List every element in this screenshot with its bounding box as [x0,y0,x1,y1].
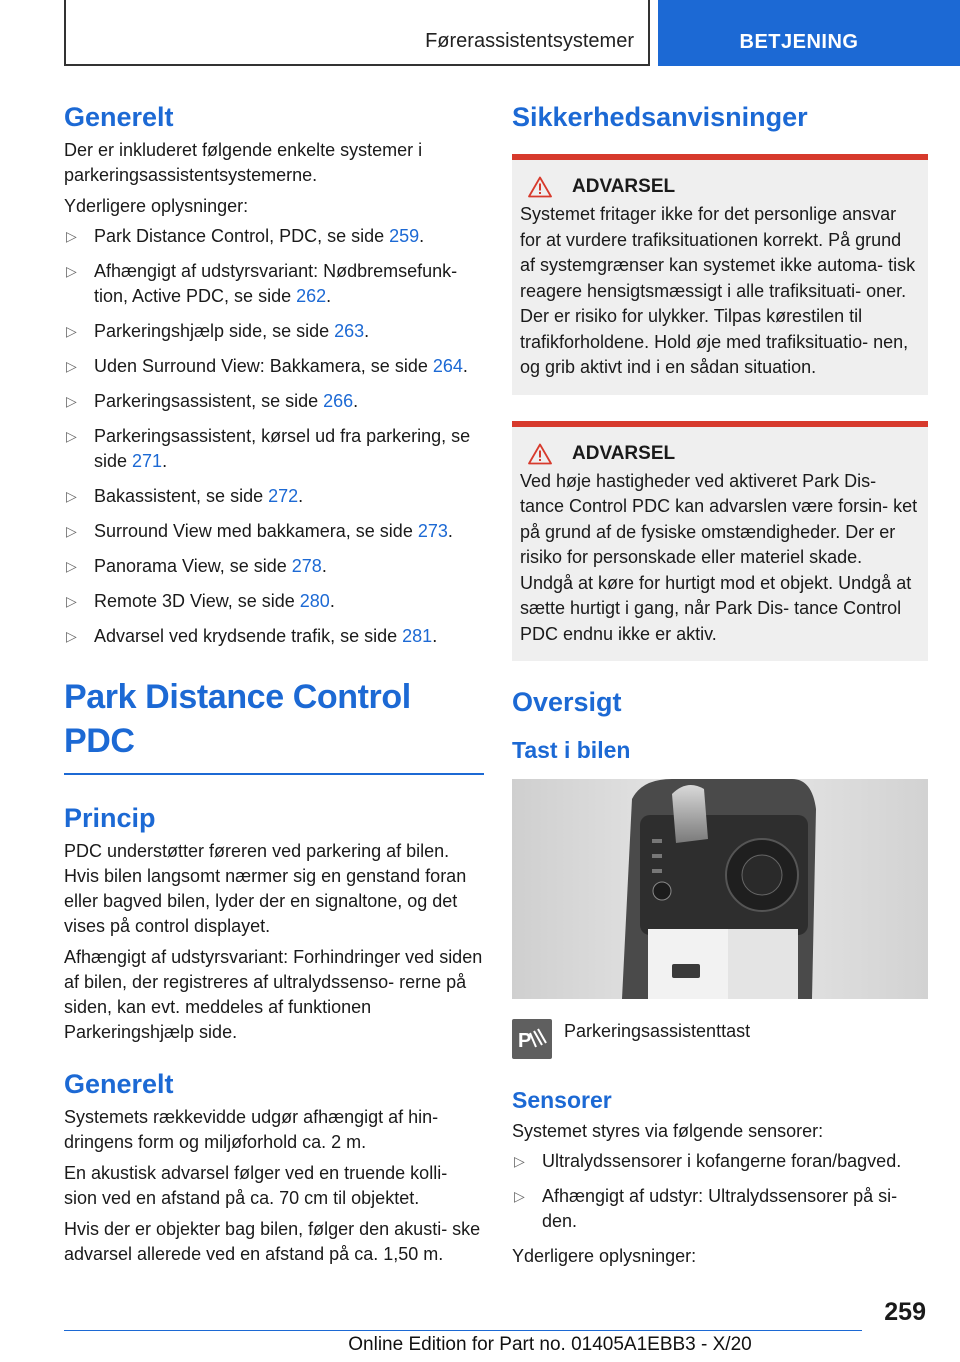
warning-box-2 [512,421,928,662]
page-link[interactable]: 262 [296,286,327,306]
page-link[interactable]: 263 [334,321,365,341]
warning-box-1 [512,154,928,395]
list-item [64,589,484,614]
center-console-photo [512,779,928,999]
section-title: BETJENING [739,31,859,53]
list-item [64,389,484,414]
item-end: . [326,286,332,306]
item-text: Remote 3D View, se side [94,591,300,611]
generelt2-p1: Systemets rækkevidde udgør afhængigt af hin- dringens form og miljøforhold ca. 2 m. [64,1107,439,1152]
warning-text: Ved høje hastigheder ved aktiveret Park Dis- tance Control PDC kan advarslen være forsin- ket på grund af de fysiske omstændigheder. Der er risiko for personskade eller materiel skade. Undgå at køre for hurtigt mod et objekt. Undgå at sætte hurtigt i gang, når Park Dis- tance Control PDC endnu ikke er aktiv. [520,470,918,644]
item-text: Afhængigt af udstyrsvariant: Nødbremsefunk- tion, Active PDC, se side [94,261,458,306]
generelt-intro: Der er inkluderet følgende enkelte systemer i parkeringsassistentsystemerne. [64,140,423,185]
page-link[interactable]: 273 [417,521,448,541]
warning-label: ADVARSEL [572,176,676,197]
oversigt-heading: Oversigt [512,687,622,717]
generelt2-p2: En akustisk advarsel følger ved en truende kolli- sion ved en afstand på ca. 70 cm til objektet. [64,1163,448,1208]
item-end: . [298,486,304,506]
item-end: . [419,226,425,246]
generelt2-p3: Hvis der er objekter bag bilen, følger den akusti- ske advarsel allerede ved en afstand på ca. 1,50 m. [64,1219,481,1264]
sensorer-heading: Sensorer [512,1087,612,1113]
header-frame [64,0,650,66]
princip-p2: Afhængigt af udstyrsvariant: Forhindringer ved siden af bilen, der registreres af ultralydssenso- rerne på siden, kan evt. meddeles af funktionen Parkeringshjælp side. [64,947,483,1042]
page-link[interactable]: 281 [402,626,433,646]
warning-label: ADVARSEL [572,442,676,464]
item-end: . [447,521,453,541]
triangle-bullet-icon: ▷ [66,488,77,504]
item-text: Parkeringshjælp side, se side [94,321,335,341]
svg-text:P: P [518,1030,532,1052]
item-text: Park Distance Control, PDC, se side [94,226,390,246]
generelt2-heading: Generelt [64,1069,174,1099]
warning-text: Systemet fritager ikke for det personlige ansvar for at vurdere trafiksituationen korrekt. På grund af systemgrænser kan systemet ikke automa- tisk reagere hensigtsmæssigt i alle trafiksituati- oner. Der er risiko for ulykker. Tilpas kørestilen til trafikforholdene. Hold øje med trafiksituatio- nen, og grib aktivt ind i en sådan situation. [520,204,916,377]
page-link[interactable]: 271 [132,451,163,471]
safety-heading: Sikkerhedsanvisninger [512,102,808,132]
page-link[interactable]: 266 [323,391,354,411]
item-end: . [329,591,335,611]
triangle-bullet-icon: ▷ [66,558,77,574]
chapter-title: Førerassistentsystemer [425,30,634,52]
page-link[interactable]: 272 [268,486,299,506]
more-info-label: Yderligere oplysninger: [64,196,249,216]
list-item [64,519,484,544]
sensor-list [512,1149,928,1234]
item-end: . [162,451,168,471]
item-text: Uden Surround View: Bakkamera, se side [94,356,433,376]
princip-heading: Princip [64,803,156,833]
sensorer-more: Yderligere oplysninger: [512,1246,697,1266]
parking-assistant-button-icon [512,1019,552,1059]
item-text: Bakassistent, se side [94,486,269,506]
item-text: Panorama View, se side [94,556,292,576]
pdc-title: Park Distance Control PDC [64,675,484,775]
list-item [64,424,484,474]
triangle-bullet-icon: ▷ [66,228,77,244]
item-text: Parkeringsassistent, kørsel ud fra parkering, se side [94,426,471,471]
triangle-bullet-icon: ▷ [66,628,77,644]
triangle-bullet-icon: ▷ [514,1153,525,1169]
list-item [512,1149,928,1174]
page-number: 259 [884,1298,926,1326]
list-item [64,484,484,509]
item-end: . [364,321,370,341]
button-label: Parkeringsassistenttast [564,1021,751,1041]
list-item [64,554,484,579]
page-link[interactable]: 280 [299,591,330,611]
list-item [64,224,484,249]
left-column [64,100,484,1267]
item-text: Ultralydssensorer i kofangerne foran/bagved. [542,1151,902,1171]
footer-edition: Online Edition for Part no. 01405A1EBB3 - X/20 [348,1334,752,1355]
button-legend [512,1019,928,1059]
tast-heading: Tast i bilen [512,737,631,763]
sensorer-intro: Systemet styres via følgende sensorer: [512,1121,824,1141]
item-text: Afhængigt af udstyr: Ultralydssensorer på si- den. [542,1186,898,1231]
list-item [512,1184,928,1234]
triangle-bullet-icon: ▷ [66,263,77,279]
list-item [64,259,484,309]
triangle-bullet-icon: ▷ [66,358,77,374]
item-text: Surround View med bakkamera, se side [94,521,418,541]
warning-triangle-icon [528,443,552,465]
page-link[interactable]: 278 [291,556,322,576]
page-header [0,0,960,66]
item-text: Parkeringsassistent, se side [94,391,324,411]
item-end: . [462,356,468,376]
systems-list [64,224,484,649]
footer-rule [64,1330,862,1331]
page-link[interactable]: 264 [432,356,463,376]
list-item [64,624,484,649]
princip-p1: PDC understøtter føreren ved parkering af bilen. Hvis bilen langsomt nærmer sig en genstand foran eller bagved bilen, lyder der en signaltone, og det vises på control displayet. [64,841,467,936]
page-link[interactable]: 259 [389,226,420,246]
generelt-heading: Generelt [64,102,174,132]
triangle-bullet-icon: ▷ [66,523,77,539]
triangle-bullet-icon: ▷ [66,428,77,444]
item-end: . [432,626,438,646]
item-end: . [321,556,327,576]
triangle-bullet-icon: ▷ [66,593,77,609]
triangle-bullet-icon: ▷ [514,1188,525,1204]
triangle-bullet-icon: ▷ [66,393,77,409]
section-tab [658,0,960,66]
list-item [64,354,484,379]
triangle-bullet-icon: ▷ [66,323,77,339]
warning-triangle-icon [528,176,552,198]
list-item [64,319,484,344]
item-end: . [353,391,359,411]
item-text: Advarsel ved krydsende trafik, se side [94,626,403,646]
right-column [512,100,928,1269]
